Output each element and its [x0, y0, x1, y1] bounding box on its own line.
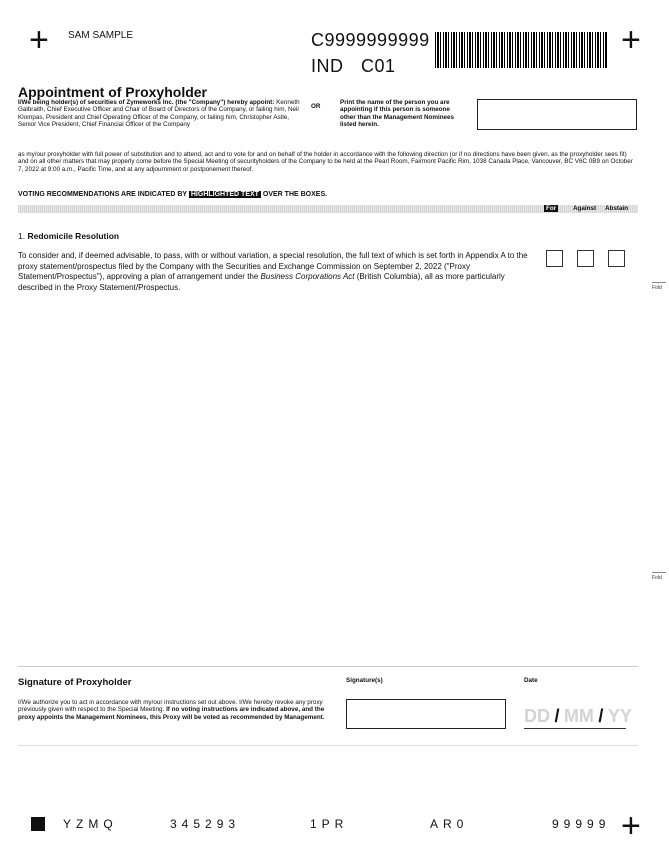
- code-right: C01: [361, 56, 396, 76]
- column-against: Against: [573, 205, 597, 212]
- appointment-intro-bold: I/We being holder(s) of securities of Zymeworks Inc. (the "Company") hereby appoint:: [18, 99, 275, 106]
- resolution-abstain-checkbox[interactable]: [608, 250, 625, 267]
- rec-before: VOTING RECOMMENDATIONS ARE INDICATED BY: [18, 191, 187, 198]
- registration-mark-top-right: +: [621, 21, 641, 59]
- date-slash-1: /: [554, 706, 560, 726]
- registration-mark-top-left: +: [29, 21, 49, 59]
- date-slash-2: /: [598, 706, 604, 726]
- date-label: Date: [524, 677, 538, 684]
- resolution-title: Redomicile Resolution: [27, 231, 120, 241]
- barcode: [435, 32, 607, 68]
- control-number: C9999999999: [311, 30, 430, 50]
- signature-authorization-text: [18, 699, 326, 721]
- proxyholder-name-field[interactable]: [477, 99, 637, 130]
- fold-line-1: [652, 282, 666, 283]
- date-mm: MM: [563, 706, 594, 726]
- date-field[interactable]: [524, 706, 632, 729]
- resolution-body: [18, 251, 528, 293]
- appointment-intro-rest: Kenneth Galbraith, Chief Executive Officer and Chair of Board of Directors of the Company, or failing him, Neil Klompas, President and Chief Operating Officer of the Company, or failing him, Christopher Astle, Senior Vice President, Chief Financial Officer of the Company: [18, 99, 300, 129]
- resolution-body-italic: Business Corporations Act: [260, 272, 355, 281]
- registration-mark-bottom-right: +: [621, 807, 641, 845]
- proxyholder-name-value: [478, 100, 636, 108]
- column-for: [544, 205, 558, 212]
- signature-text-normal: I/We authorize you to act in accordance with my/our instructions set out above. I/We hereby revoke any proxy previously given with respect to the Special Meeting.: [18, 699, 323, 714]
- voting-recommendation-note: [18, 191, 327, 198]
- fold-line-2: [652, 572, 666, 573]
- print-name-instructions: Print the name of the person you are appointing if this person is someone other than the Management Nominees listed herein.: [340, 99, 455, 129]
- or-label: OR: [311, 103, 321, 110]
- signature-top-rule: [18, 666, 638, 667]
- footer-code-2: 345293: [170, 817, 241, 831]
- code-left: IND: [311, 56, 344, 76]
- column-abstain: Abstain: [605, 205, 629, 212]
- fold-label-1: Fold: [652, 285, 662, 291]
- registration-square: [31, 817, 45, 831]
- signature-title: Signature of Proxyholder: [18, 677, 132, 688]
- column-for-label: For: [546, 205, 557, 212]
- resolution-number: 1.: [18, 231, 26, 241]
- footer-code-5: 99999: [552, 817, 611, 831]
- resolution-body-before: To consider and, if deemed advisable, to pass, with or without variation, a special resolution, the full text of which is set forth in Appendix A to the proxy statement/prospectus filed by the Company with the Securities and Exchange Commission on September 2, 2022 ("Proxy Statement/Prospectus"), approving a plan of arrangement under the: [18, 251, 528, 281]
- signature-field[interactable]: [346, 699, 506, 729]
- footer-code-3: 1PR: [310, 817, 349, 831]
- resolution-heading: [18, 231, 119, 241]
- rec-after: OVER THE BOXES.: [262, 191, 328, 198]
- resolution-against-checkbox[interactable]: [577, 250, 594, 267]
- resolution-body-after: (British Columbia), all as more particularly described in the Proxy Statement/Prospectus.: [18, 272, 505, 292]
- holder-name: SAM SAMPLE: [68, 30, 134, 41]
- proxy-powers-text: as my/our proxyholder with full power of substitution and to attend, act and to vote for and on behalf of the holder in accordance with the following direction (or if no directions have been given, as the proxyholder sees fit) and on all other matters that may properly come before the Special Meeting of securityholders of the Company to be held at the Pearl Room, Fairmont Pacific Rim, 1038 Canada Place, Vancouver, BC V6C 0B9 on October 7, 2022 at 9:00 a.m., Pacific Time, and at any adjournment or postponement thereof.: [18, 151, 633, 173]
- signature-text-bold: If no voting instructions are indicated above, and the proxy appoints the Management Nominees, this Proxy will be voted as recommended by Management.: [18, 706, 325, 721]
- footer-code-4: AR0: [430, 817, 469, 831]
- signature-bottom-rule: [18, 745, 638, 746]
- date-yy: YY: [607, 706, 632, 726]
- appointment-title: Appointment of Proxyholder: [18, 84, 207, 100]
- fold-label-2: Fold: [652, 575, 662, 581]
- date-dd: DD: [524, 706, 550, 726]
- footer-code-1: YZMQ: [63, 817, 118, 831]
- signatures-label: Signature(s): [346, 677, 383, 684]
- appointment-intro: [18, 99, 308, 129]
- resolution-for-checkbox[interactable]: [546, 250, 563, 267]
- rec-highlight: HIGHLIGHTED TEXT: [190, 191, 259, 198]
